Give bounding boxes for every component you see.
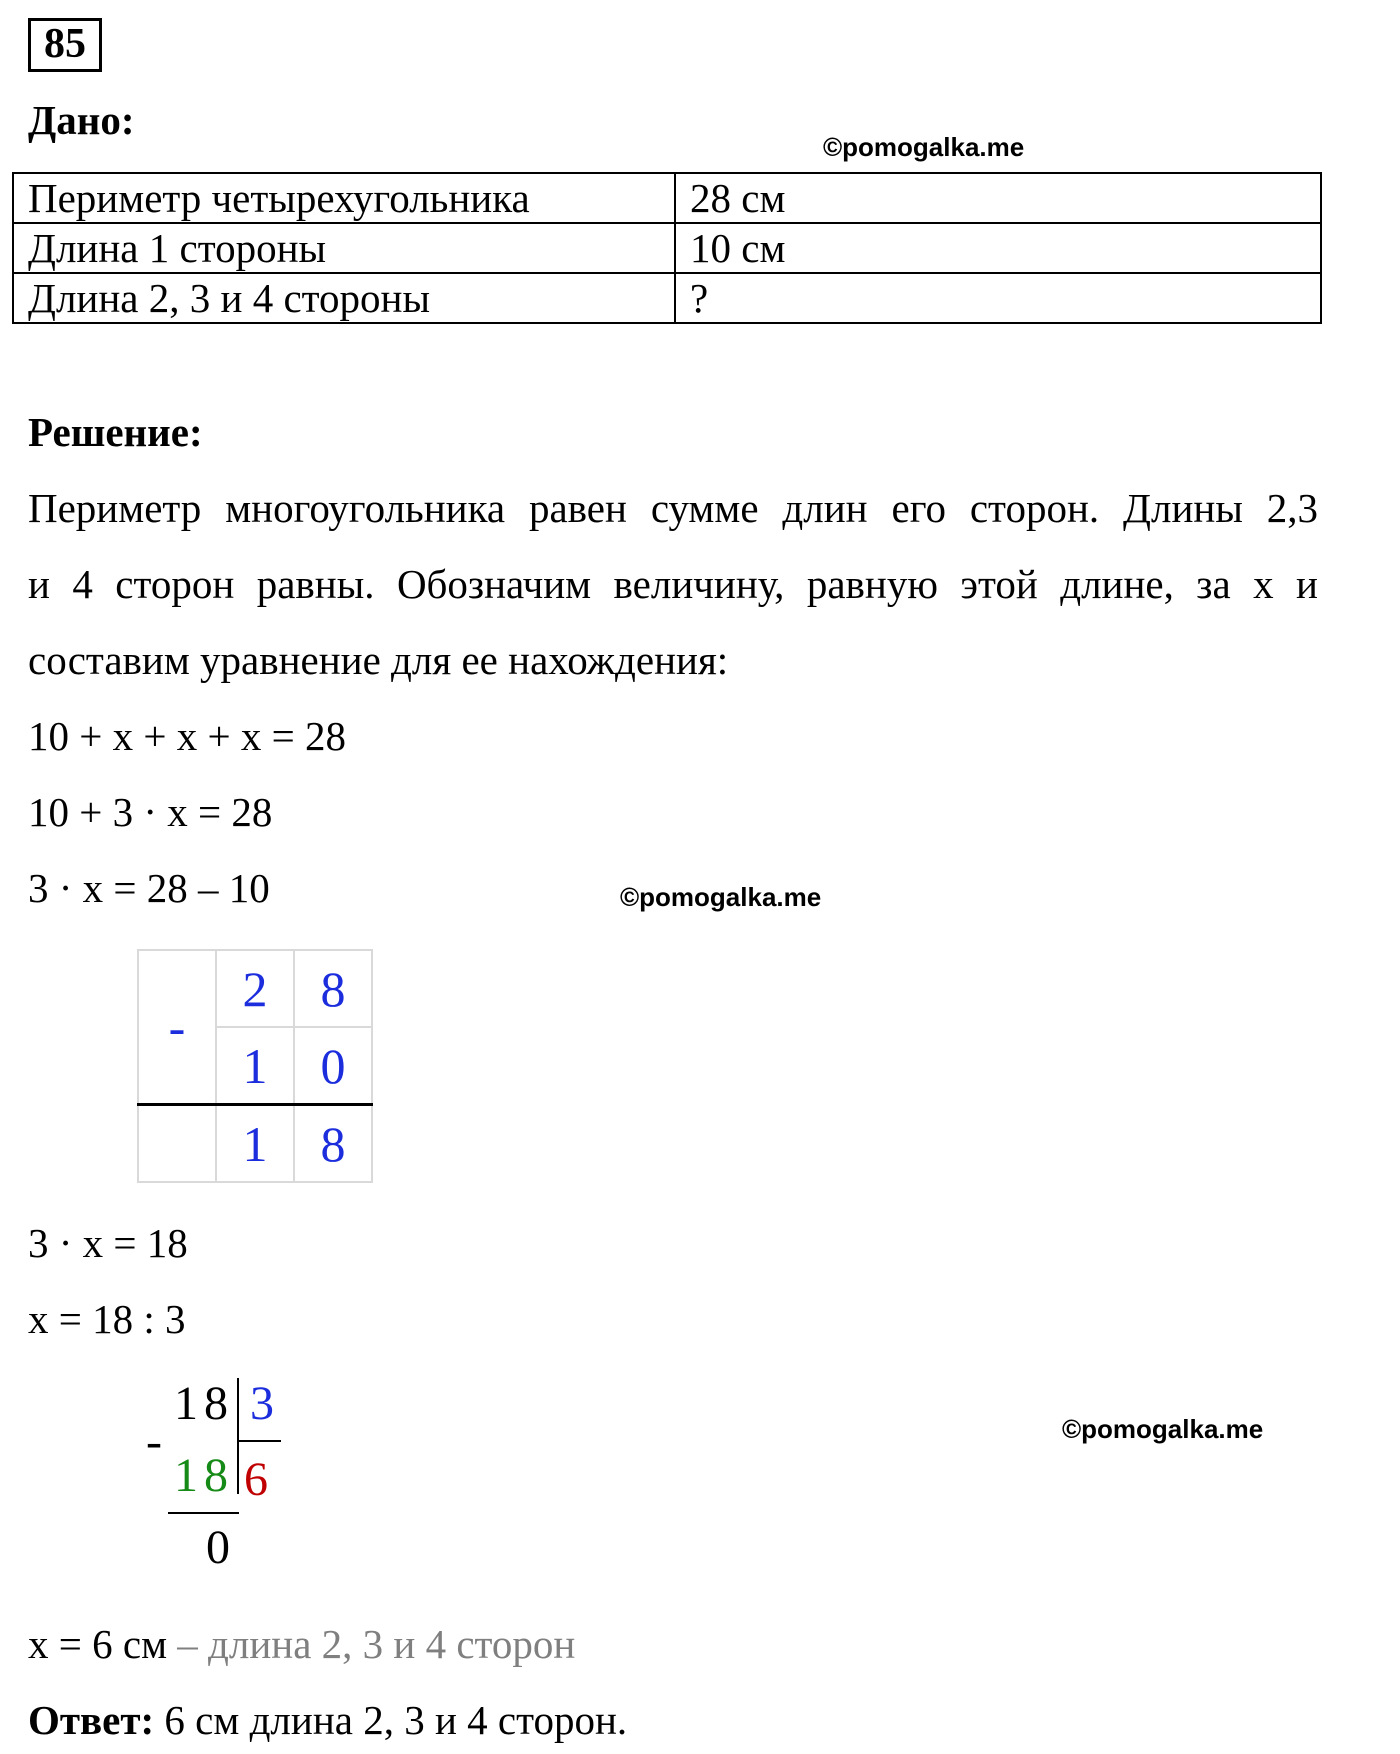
- minus-sign: -: [138, 950, 216, 1105]
- given-heading: Дано:: [28, 97, 135, 143]
- given-table: [12, 172, 1322, 324]
- subtrahend-digit: 1: [216, 1027, 294, 1105]
- table-row: [138, 950, 372, 1027]
- result-line: [28, 1621, 576, 1667]
- divisor: 3: [250, 1377, 274, 1430]
- result-main: х = 6 см: [28, 1621, 168, 1667]
- watermark: ©pomogalka.me: [823, 132, 1025, 162]
- equation: 3 · х = 18: [28, 1220, 188, 1266]
- minus-sign: -: [146, 1415, 162, 1468]
- given-value: 28 см: [675, 173, 1321, 223]
- given-value: ?: [675, 273, 1321, 323]
- watermark: ©pomogalka.me: [1062, 1414, 1264, 1444]
- paragraph-line: и 4 сторон равны. Обозначим величину, равную этой длине, за х и: [28, 561, 1318, 607]
- given-label: Периметр четырехугольника: [13, 173, 675, 223]
- remainder: 0: [206, 1521, 230, 1574]
- result-digit: 1: [216, 1105, 294, 1183]
- given-label: Длина 1 стороны: [13, 223, 675, 273]
- table-row: [13, 173, 1321, 223]
- table-row: [13, 223, 1321, 273]
- solution-heading: Решение:: [28, 409, 203, 455]
- problem-number: 85: [28, 18, 102, 72]
- answer-text: 6 см длина 2, 3 и 4 сторон.: [154, 1697, 628, 1743]
- minuend-digit: 2: [216, 950, 294, 1027]
- paragraph-line: составим уравнение для ее нахождения:: [28, 637, 729, 683]
- empty-cell: [138, 1105, 216, 1183]
- quotient: 6: [244, 1453, 268, 1506]
- minuend-digit: 8: [294, 950, 372, 1027]
- table-row: [13, 273, 1321, 323]
- answer-line: [28, 1697, 628, 1743]
- subtraction-grid: [137, 949, 373, 1183]
- answer-label: Ответ:: [28, 1697, 155, 1743]
- given-label: Длина 2, 3 и 4 стороны: [13, 273, 675, 323]
- watermark: ©pomogalka.me: [620, 882, 822, 912]
- dividend: 18: [174, 1377, 234, 1430]
- division-result-line: [168, 1512, 239, 1514]
- equation: 10 + 3 · х = 28: [28, 789, 273, 835]
- paragraph-line: Периметр многоугольника равен сумме длин его сторон. Длины 2,3: [28, 485, 1318, 531]
- table-row: [138, 1105, 372, 1183]
- given-value: 10 см: [675, 223, 1321, 273]
- division-vertical-line: [237, 1378, 239, 1494]
- subtrahend-digit: 0: [294, 1027, 372, 1105]
- equation: 3 · х = 28 – 10: [28, 865, 270, 911]
- division-quotient-line: [239, 1440, 281, 1442]
- product: 18: [174, 1449, 234, 1502]
- equation: х = 18 : 3: [28, 1296, 186, 1342]
- result-digit: 8: [294, 1105, 372, 1183]
- result-comment: – длина 2, 3 и 4 сторон: [167, 1621, 576, 1667]
- equation: 10 + х + х + х = 28: [28, 713, 346, 759]
